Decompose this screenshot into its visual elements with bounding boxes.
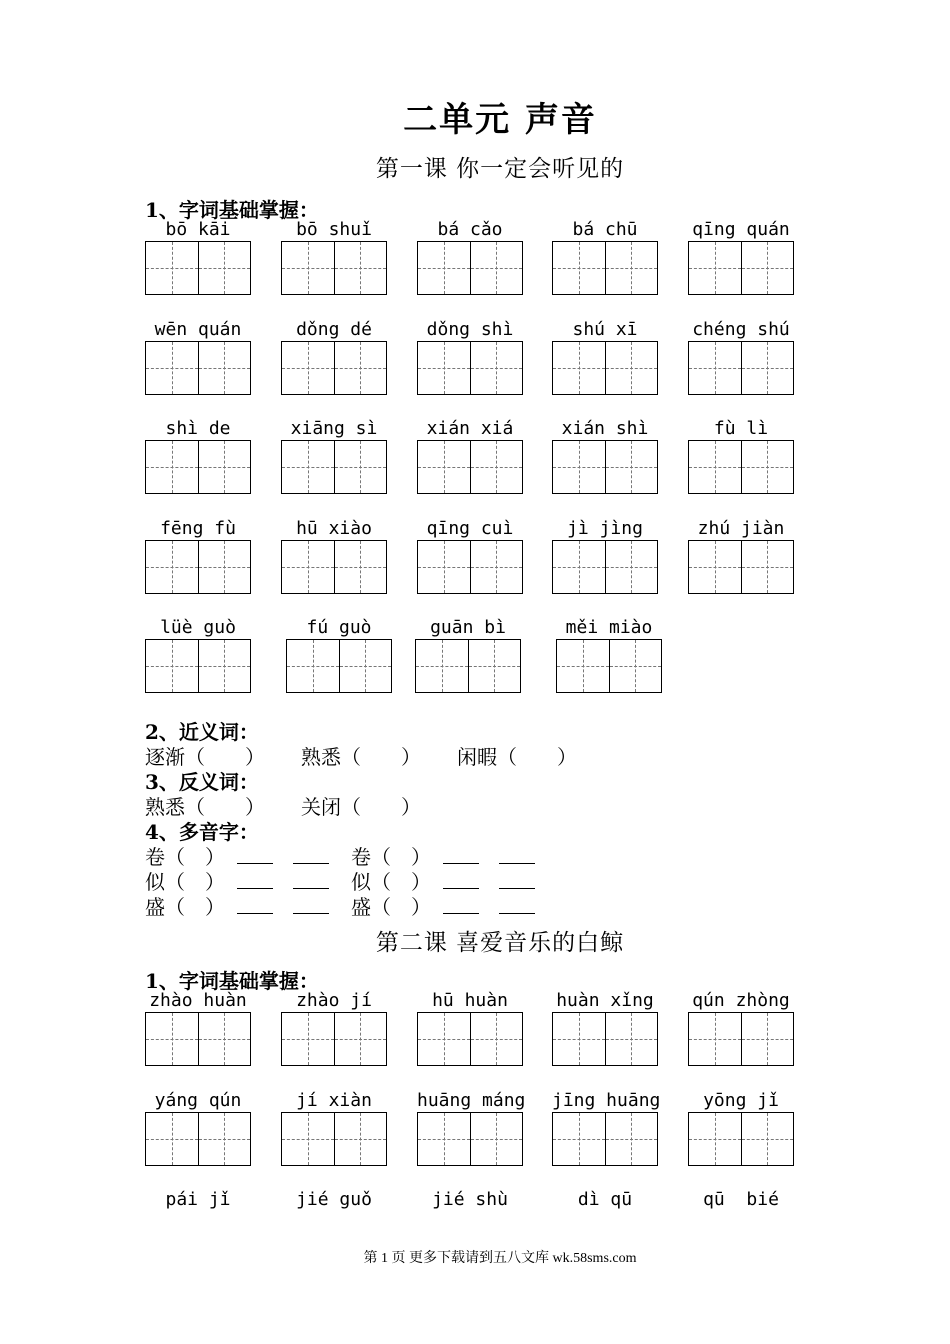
- tian-zi-ge-box[interactable]: [605, 441, 658, 493]
- writing-boxes[interactable]: [415, 639, 521, 693]
- synonyms-heading: 2、近义词：: [145, 720, 259, 744]
- tian-zi-ge-box[interactable]: [282, 541, 334, 593]
- unit-title: 二单元 声音: [403, 100, 597, 140]
- polyphone-char: 盛（ ）: [351, 895, 431, 919]
- tian-zi-ge-box[interactable]: [146, 342, 198, 394]
- writing-boxes[interactable]: [688, 440, 794, 494]
- lesson-1-section-1-heading: 1、字词基础掌握：: [145, 198, 319, 222]
- pinyin-label: fù lì: [713, 418, 769, 439]
- writing-boxes[interactable]: [281, 1012, 387, 1066]
- pinyin-label: xián xiá: [426, 418, 514, 439]
- tian-zi-ge-box[interactable]: [198, 342, 251, 394]
- tian-zi-ge-box[interactable]: [470, 441, 523, 493]
- pinyin-cell: [417, 319, 523, 395]
- tian-zi-ge-box[interactable]: [282, 342, 334, 394]
- pinyin-label: dǒng shì: [426, 318, 514, 340]
- tian-zi-ge-box[interactable]: [553, 441, 605, 493]
- writing-boxes[interactable]: [688, 341, 794, 395]
- pinyin-label: měi miào: [565, 617, 653, 638]
- pinyin-label: qū bié: [703, 1189, 779, 1210]
- pinyin-label: bá cǎo: [437, 219, 503, 240]
- polyphone-char: 卷（ ）: [145, 845, 225, 869]
- synonym-item: 逐渐（ ）: [145, 745, 265, 769]
- tian-zi-ge-box[interactable]: [146, 640, 198, 692]
- writing-boxes[interactable]: [145, 241, 251, 295]
- answer-blank[interactable]: [443, 845, 479, 864]
- tian-zi-ge-box[interactable]: [339, 640, 392, 692]
- pinyin-label: yáng qún: [154, 1089, 242, 1111]
- pinyin-cell: [552, 990, 658, 1066]
- tian-zi-ge-box[interactable]: [741, 441, 794, 493]
- pinyin-cell: [556, 617, 662, 693]
- pinyin-label: qīng quán: [692, 219, 790, 240]
- tian-zi-ge-box[interactable]: [334, 342, 387, 394]
- pinyin-cell: [415, 617, 521, 693]
- writing-boxes[interactable]: [552, 341, 658, 395]
- pinyin-label: zhú jiàn: [697, 517, 785, 539]
- answer-blank[interactable]: [237, 870, 273, 889]
- tian-zi-ge-box[interactable]: [418, 1013, 470, 1065]
- tian-zi-ge-box[interactable]: [605, 541, 658, 593]
- pinyin-cell: [145, 518, 251, 594]
- pinyin-label: zhào jí: [296, 990, 372, 1011]
- tian-zi-ge-box[interactable]: [334, 541, 387, 593]
- tian-zi-ge-box[interactable]: [334, 1013, 387, 1065]
- tian-zi-ge-box[interactable]: [146, 541, 198, 593]
- writing-boxes[interactable]: [281, 1112, 387, 1166]
- antonym-item: 关闭（ ）: [301, 795, 421, 819]
- pinyin-cell: [417, 990, 523, 1066]
- pinyin-label: chéng shú: [692, 318, 790, 340]
- tian-zi-ge-box[interactable]: [741, 1113, 794, 1165]
- tian-zi-ge-box[interactable]: [470, 342, 523, 394]
- pinyin-label: yōng jǐ: [703, 1089, 779, 1111]
- writing-boxes[interactable]: [145, 540, 251, 594]
- tian-zi-ge-box[interactable]: [198, 640, 251, 692]
- pinyin-label: dì qū: [577, 1189, 633, 1210]
- writing-boxes[interactable]: [688, 1012, 794, 1066]
- tian-zi-ge-box[interactable]: [146, 1013, 198, 1065]
- writing-boxes[interactable]: [145, 341, 251, 395]
- tian-zi-ge-box[interactable]: [553, 242, 605, 294]
- tian-zi-ge-box[interactable]: [689, 441, 741, 493]
- answer-blank[interactable]: [293, 870, 329, 889]
- pinyin-cell: [688, 1189, 794, 1211]
- polyphone-item: [351, 891, 557, 920]
- writing-boxes[interactable]: [145, 1112, 251, 1166]
- tian-zi-ge-box[interactable]: [605, 242, 658, 294]
- tian-zi-ge-box[interactable]: [605, 1013, 658, 1065]
- pinyin-label: wēn quán: [154, 318, 242, 340]
- tian-zi-ge-box[interactable]: [334, 1113, 387, 1165]
- writing-boxes[interactable]: [281, 241, 387, 295]
- pinyin-cell: [281, 219, 387, 295]
- tian-zi-ge-box[interactable]: [418, 242, 470, 294]
- synonym-item: 闲暇（ ）: [457, 745, 577, 769]
- writing-boxes[interactable]: [552, 1112, 658, 1166]
- pinyin-cell: [281, 418, 387, 494]
- lesson-2-title: 第二课 喜爱音乐的白鲸: [375, 930, 625, 956]
- tian-zi-ge-box[interactable]: [468, 640, 521, 692]
- pinyin-label: jié guǒ: [296, 1189, 372, 1210]
- pinyin-label: jié shù: [432, 1189, 508, 1210]
- writing-boxes[interactable]: [688, 241, 794, 295]
- tian-zi-ge-box[interactable]: [741, 242, 794, 294]
- answer-blank[interactable]: [237, 845, 273, 864]
- pinyin-cell: [552, 518, 658, 594]
- writing-boxes[interactable]: [145, 440, 251, 494]
- tian-zi-ge-box[interactable]: [609, 640, 662, 692]
- pinyin-label: lüè guò: [160, 617, 236, 638]
- writing-boxes[interactable]: [552, 440, 658, 494]
- tian-zi-ge-box[interactable]: [334, 441, 387, 493]
- writing-boxes[interactable]: [281, 540, 387, 594]
- tian-zi-ge-box[interactable]: [146, 441, 198, 493]
- polyphone-char: 似（ ）: [351, 870, 431, 894]
- tian-zi-ge-box[interactable]: [605, 342, 658, 394]
- writing-boxes[interactable]: [281, 440, 387, 494]
- tian-zi-ge-box[interactable]: [334, 242, 387, 294]
- pinyin-label: zhào huàn: [149, 990, 247, 1011]
- antonyms-heading: 3、反义词：: [145, 770, 259, 794]
- tian-zi-ge-box[interactable]: [418, 541, 470, 593]
- answer-blank[interactable]: [237, 895, 273, 914]
- pinyin-cell: [552, 418, 658, 494]
- pinyin-label: shú xī: [572, 318, 638, 340]
- pinyin-label: huāng máng: [417, 1089, 526, 1111]
- writing-boxes[interactable]: [552, 1012, 658, 1066]
- lesson-1-title: 第一课 你一定会听见的: [375, 156, 625, 182]
- pinyin-label: hū xiào: [296, 517, 372, 539]
- tian-zi-ge-box[interactable]: [553, 541, 605, 593]
- synonym-item: 熟悉（ ）: [301, 745, 421, 769]
- pinyin-cell: [552, 319, 658, 395]
- tian-zi-ge-box[interactable]: [416, 640, 468, 692]
- writing-boxes[interactable]: [417, 341, 523, 395]
- answer-blank[interactable]: [293, 895, 329, 914]
- polyphone-line: [145, 891, 557, 920]
- pinyin-cell: [688, 1090, 794, 1166]
- pinyin-cell: [145, 1189, 251, 1211]
- tian-zi-ge-box[interactable]: [470, 1013, 523, 1065]
- tian-zi-ge-box[interactable]: [146, 1113, 198, 1165]
- tian-zi-ge-box[interactable]: [198, 1013, 251, 1065]
- tian-zi-ge-box[interactable]: [741, 342, 794, 394]
- writing-boxes[interactable]: [286, 639, 392, 693]
- writing-boxes[interactable]: [688, 540, 794, 594]
- pinyin-cell: [281, 319, 387, 395]
- answer-blank[interactable]: [499, 870, 535, 889]
- pinyin-cell: [688, 219, 794, 295]
- answer-blank[interactable]: [443, 895, 479, 914]
- tian-zi-ge-box[interactable]: [689, 1013, 741, 1065]
- tian-zi-ge-box[interactable]: [146, 242, 198, 294]
- pinyin-cell: [552, 1089, 661, 1166]
- writing-boxes[interactable]: [417, 1012, 523, 1066]
- writing-boxes[interactable]: [552, 540, 658, 594]
- pinyin-cell: [552, 219, 658, 295]
- tian-zi-ge-box[interactable]: [470, 1113, 523, 1165]
- pinyin-label: bá chū: [572, 219, 638, 240]
- tian-zi-ge-box[interactable]: [282, 441, 334, 493]
- pinyin-label: qún zhòng: [692, 990, 790, 1011]
- tian-zi-ge-box[interactable]: [470, 541, 523, 593]
- answer-blank[interactable]: [443, 870, 479, 889]
- writing-boxes[interactable]: [417, 540, 523, 594]
- pinyin-label: bō kāi: [165, 219, 231, 240]
- tian-zi-ge-box[interactable]: [557, 640, 609, 692]
- writing-boxes[interactable]: [417, 440, 523, 494]
- pinyin-label: guān bì: [430, 617, 506, 638]
- tian-zi-ge-box[interactable]: [470, 242, 523, 294]
- tian-zi-ge-box[interactable]: [198, 541, 251, 593]
- writing-boxes[interactable]: [417, 241, 523, 295]
- pinyin-label: xiāng sì: [290, 418, 378, 439]
- answer-blank[interactable]: [499, 845, 535, 864]
- pinyin-cell: [281, 1090, 387, 1166]
- writing-boxes[interactable]: [556, 639, 662, 693]
- writing-boxes[interactable]: [688, 1112, 794, 1166]
- tian-zi-ge-box[interactable]: [741, 1013, 794, 1065]
- pinyin-cell: [286, 617, 392, 693]
- pinyin-cell: [145, 1090, 251, 1166]
- tian-zi-ge-box[interactable]: [605, 1113, 658, 1165]
- pinyin-label: shì de: [165, 418, 231, 439]
- pinyin-cell: [688, 418, 794, 494]
- pinyin-cell: [145, 418, 251, 494]
- tian-zi-ge-box[interactable]: [282, 242, 334, 294]
- pinyin-label: jīng huāng: [552, 1089, 661, 1111]
- answer-blank[interactable]: [499, 895, 535, 914]
- tian-zi-ge-box[interactable]: [553, 1013, 605, 1065]
- pinyin-cell: [417, 518, 523, 594]
- tian-zi-ge-box[interactable]: [553, 342, 605, 394]
- pinyin-label: pái jǐ: [165, 1189, 231, 1210]
- polyphone-item: [145, 891, 351, 920]
- pinyin-label: qīng cuì: [426, 517, 514, 539]
- pinyin-cell: [417, 219, 523, 295]
- pinyin-cell: [688, 319, 794, 395]
- writing-boxes[interactable]: [145, 1012, 251, 1066]
- pinyin-cell: [281, 1189, 387, 1211]
- pinyin-label: bō shuǐ: [296, 219, 372, 240]
- tian-zi-ge-box[interactable]: [287, 640, 339, 692]
- pinyin-label: jí xiàn: [296, 1089, 372, 1111]
- pinyin-cell: [145, 990, 251, 1066]
- tian-zi-ge-box[interactable]: [689, 242, 741, 294]
- pinyin-cell: [145, 219, 251, 295]
- pinyin-label: hū huàn: [432, 990, 508, 1011]
- pinyin-cell: [145, 617, 251, 693]
- polyphone-char: 卷（ ）: [351, 845, 431, 869]
- writing-boxes[interactable]: [417, 1112, 523, 1166]
- pinyin-cell: [417, 418, 523, 494]
- pinyin-label: huàn xǐng: [556, 990, 654, 1011]
- pinyin-label: xián shì: [561, 418, 649, 439]
- tian-zi-ge-box[interactable]: [418, 1113, 470, 1165]
- polyphones-heading: 4、多音字：: [145, 820, 259, 844]
- pinyin-label: dǒng dé: [296, 318, 372, 340]
- pinyin-label: fēng fù: [160, 517, 236, 539]
- pinyin-label: jì jìng: [567, 517, 643, 539]
- pinyin-cell: [688, 518, 794, 594]
- tian-zi-ge-box[interactable]: [198, 242, 251, 294]
- pinyin-cell: [145, 319, 251, 395]
- tian-zi-ge-box[interactable]: [553, 1113, 605, 1165]
- writing-boxes[interactable]: [552, 241, 658, 295]
- tian-zi-ge-box[interactable]: [418, 342, 470, 394]
- tian-zi-ge-box[interactable]: [741, 541, 794, 593]
- tian-zi-ge-box[interactable]: [198, 1113, 251, 1165]
- lesson-2-section-1-heading: 1、字词基础掌握：: [145, 969, 319, 993]
- pinyin-cell: [688, 990, 794, 1066]
- polyphone-char: 似（ ）: [145, 870, 225, 894]
- tian-zi-ge-box[interactable]: [282, 1013, 334, 1065]
- tian-zi-ge-box[interactable]: [418, 441, 470, 493]
- pinyin-cell: [417, 1089, 526, 1166]
- pinyin-cell: [281, 518, 387, 594]
- tian-zi-ge-box[interactable]: [689, 1113, 741, 1165]
- writing-boxes[interactable]: [145, 639, 251, 693]
- pinyin-cell: [417, 1189, 523, 1211]
- pinyin-label: fú guò: [306, 617, 372, 638]
- writing-boxes[interactable]: [281, 341, 387, 395]
- answer-blank[interactable]: [293, 845, 329, 864]
- tian-zi-ge-box[interactable]: [689, 342, 741, 394]
- tian-zi-ge-box[interactable]: [282, 1113, 334, 1165]
- antonym-item: 熟悉（ ）: [145, 795, 265, 819]
- polyphone-char: 盛（ ）: [145, 895, 225, 919]
- pinyin-cell: [552, 1189, 658, 1211]
- tian-zi-ge-box[interactable]: [198, 441, 251, 493]
- tian-zi-ge-box[interactable]: [689, 541, 741, 593]
- page-footer: 第 1 页 更多下载请到五八文库 wk.58sms.com: [363, 1251, 637, 1266]
- pinyin-cell: [281, 990, 387, 1066]
